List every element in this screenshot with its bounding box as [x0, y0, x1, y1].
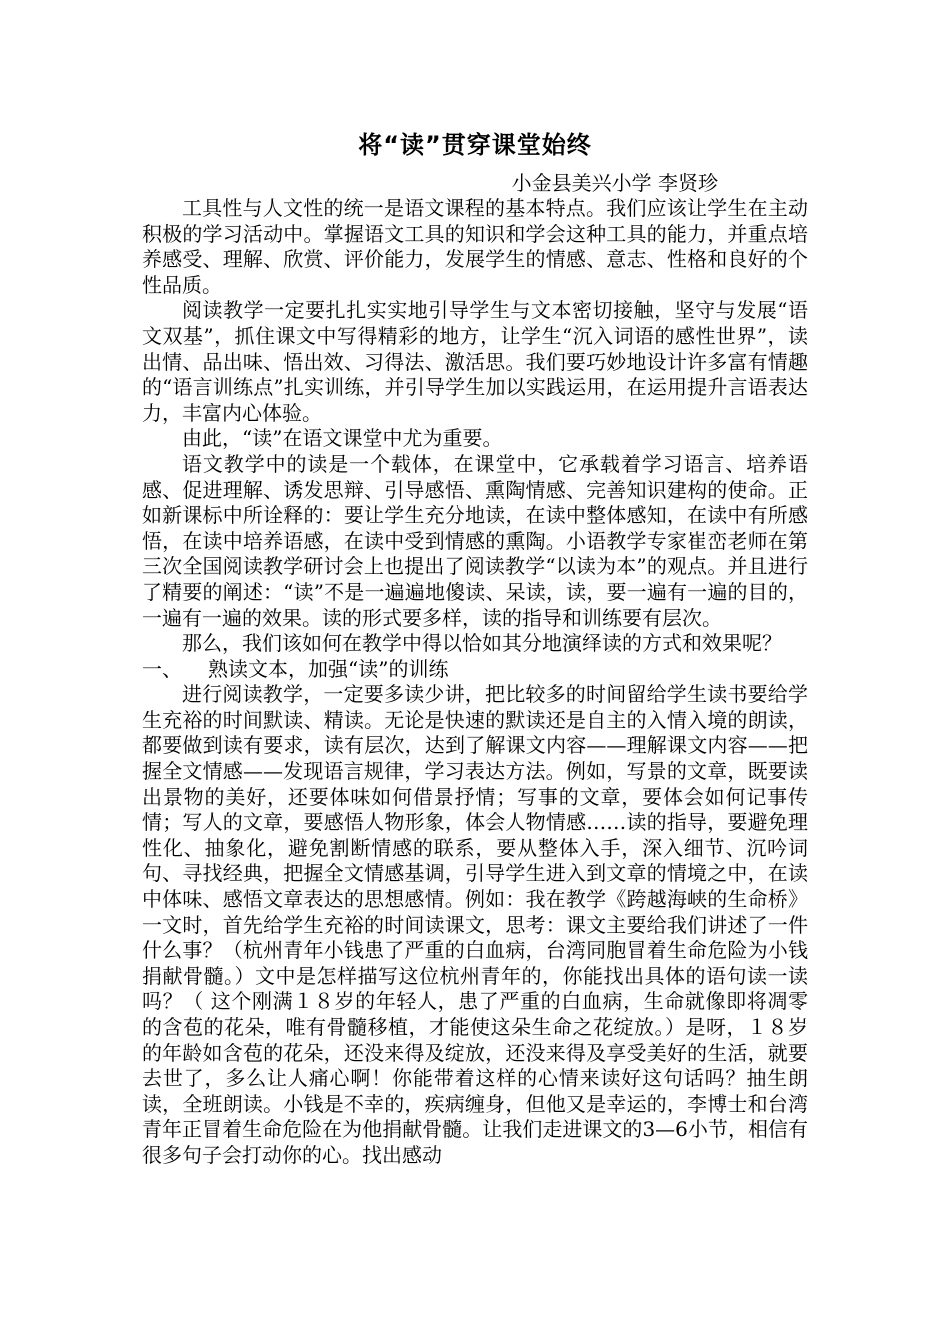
paragraph: 语文教学中的读是一个载体，在课堂中，它承载着学习语言、培养语感、促进理解、诱发思辩、引导感悟、熏陶情感、完善知识建构的使命。正如新课标中所诠释的：要让学生充分地读，在读中整体感知，在读中有所感悟，在读中培养语感，在读中受到情感的熏陶。小语教学专家崔峦老师在第三次全国阅读教学研讨会上也提出了阅读教学“以读为本”的观点。并且进行了精要的阐述：“读”不是一遍遍地傻读、呆读，读，要一遍有一遍的目的，一遍有一遍的效果。读的形式要多样，读的指导和训练要有层次。 [142, 451, 808, 630]
author-line: 小金县美兴小学 李贤珍 [511, 171, 718, 195]
document-page [142, 128, 808, 1169]
section-heading [142, 657, 808, 683]
paragraph: 由此，“读”在语文课堂中尤为重要。 [182, 426, 503, 451]
paragraph: 那么，我们该如何在教学中得以恰如其分地演绎读的方式和效果呢？ [182, 631, 782, 656]
section-number: 一、 [142, 656, 182, 681]
document-title: 将“读”贯穿课堂始终 [358, 131, 592, 159]
paragraph: 进行阅读教学，一定要多读少讲，把比较多的时间留给学生读书要给学生充裕的时间默读、精读。无论是快速的默读还是自主的入情入境的朗读，都要做到读有要求，读有层次，达到了解课文内容——理解课文内容——把握全文情感——发现语言规律，学习表达方法。例如，写景的文章，既要读出景物的美好，还要体味如何借景抒情；写事的文章，要体会如何记事传情；写人的文章，要感悟人物形象，体会人物情感……读的指导，要避免理性化、抽象化，避免割断情感的联系，要从整体入手，深入细节、沉吟词句、寻找经典，把握全文情感基调，引导学生进入到文章的情境之中，在读中体味、感悟文章表达的思想感情。例如：我在教学《跨越海峡的生命桥》一文时，首先给学生充裕的时间读课文，思考：课文主要给我们讲述了一件什么事？（杭州青年小钱患了严重的白血病，台湾同胞冒着生命危险为小钱捐献骨髓。）文中是怎样描写这位杭州青年的，你能找出具体的语句读一读吗？（ 这个刚满１８岁的年轻人，患了严重的白血病，生命就像即将凋零的含苞的花朵，唯有骨髓移植，才能使这朵生命之花绽放。）是呀，１８岁的年龄如含苞的花朵，还没来得及绽放，还没来得及享受美好的生活，就要去世了，多么让人痛心啊！你能带着这样的心情来读好这句话吗？抽生朗读，全班朗读。小钱是不幸的，疾病缠身，但他又是幸运的，李博士和台湾青年正冒着生命危险在为他捐献骨髓。让我们走进课文的3—6小节，相信有很多句子会打动你的心。找出感动 [142, 682, 808, 1167]
paragraph: 阅读教学一定要扎扎实实地引导学生与文本密切接触，坚守与发展“语文双基”，抓住课文中写得精彩的地方，让学生“沉入词语的感性世界”，读出情、品出味、悟出效、习得法、激活思。我们要巧妙地设计许多富有情趣的“语言训练点”扎实训练，并引导学生加以实践运用，在运用提升言语表达力，丰富内心体验。 [142, 298, 808, 425]
paragraph: 工具性与人文性的统一是语文课程的基本特点。我们应该让学生在主动积极的学习活动中。掌握语文工具的知识和学会这种工具的能力，并重点培养感受、理解、欣赏、评价能力，发展学生的情感、意志、性格和良好的个性品质。 [142, 196, 808, 297]
section-title: 熟读文本，加强“读”的训练 [208, 656, 449, 681]
